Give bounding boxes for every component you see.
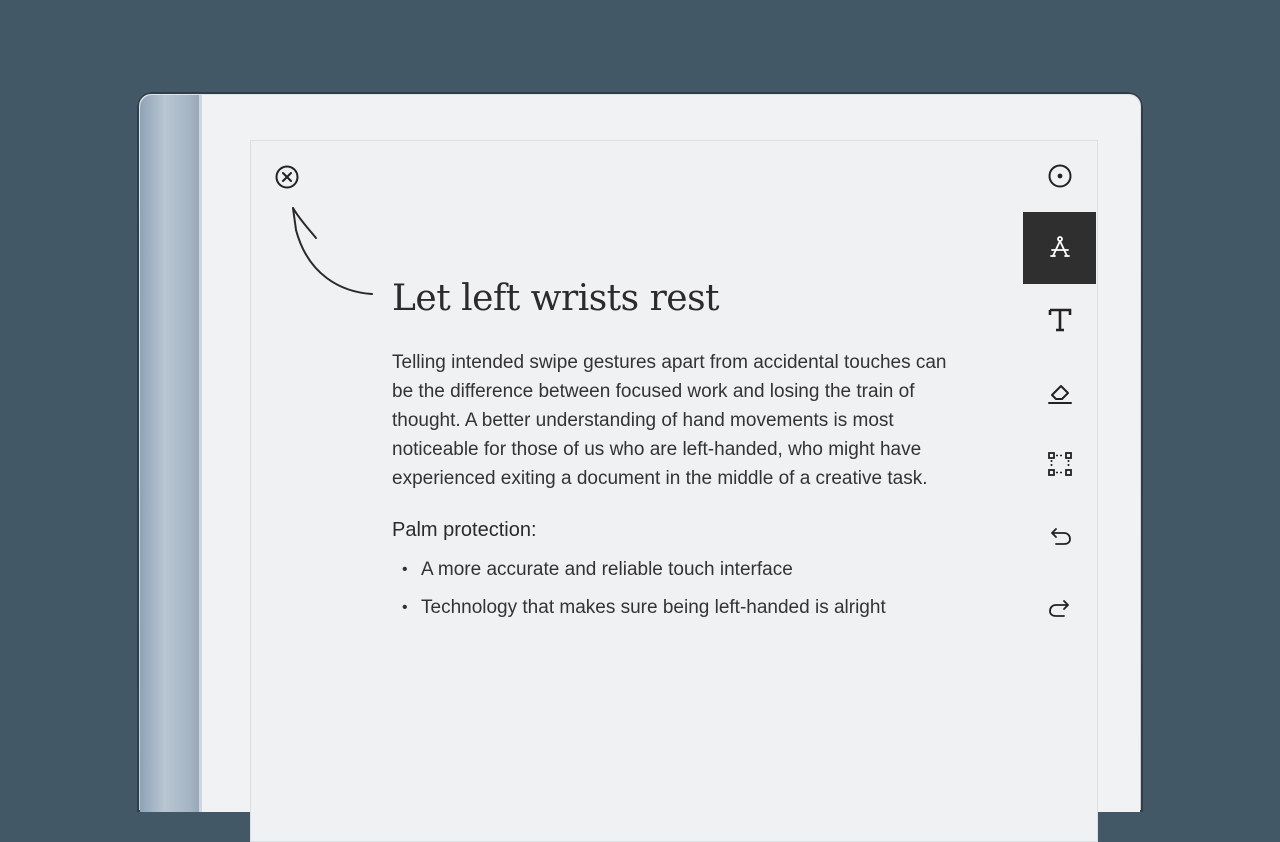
tool-sidebar [1023,140,1096,644]
bullet-item: • Technology that makes sure being left-handed is alright [392,596,982,620]
text-tool-icon [1046,306,1074,334]
document-content [392,276,982,634]
eraser-icon [1046,378,1074,406]
selection-icon [1046,450,1074,478]
tablet-spine [140,95,202,812]
menu-circle-icon [1046,162,1074,190]
pen-tool-button[interactable] [1023,212,1096,284]
menu-button[interactable] [1023,140,1096,212]
document-subheading: Palm protection: [392,519,537,541]
handdrawn-arrow-icon [286,200,378,300]
undo-icon [1046,522,1074,550]
eraser-tool-button[interactable] [1023,356,1096,428]
redo-icon [1046,594,1074,622]
pen-compass-icon [1046,234,1074,262]
document-title: Let left wrists rest [392,278,720,319]
undo-button[interactable] [1023,500,1096,572]
spine-edge [199,95,202,812]
redo-button[interactable] [1023,572,1096,644]
close-circle-icon [274,164,300,190]
close-document-button[interactable] [274,164,300,190]
bullet-list [392,558,982,620]
bullet-item: • A more accurate and reliable touch interface [392,558,982,582]
selection-tool-button[interactable] [1023,428,1096,500]
document-paragraph: Telling intended swipe gestures apart from accidental touches can be the difference between focused work and losing the train of thought. A better understanding of hand movements is most noticeable for those of us who are left-handed, who might have experienced exiting a document in the middle of a creative task. [392,352,947,489]
text-tool-button[interactable] [1023,284,1096,356]
